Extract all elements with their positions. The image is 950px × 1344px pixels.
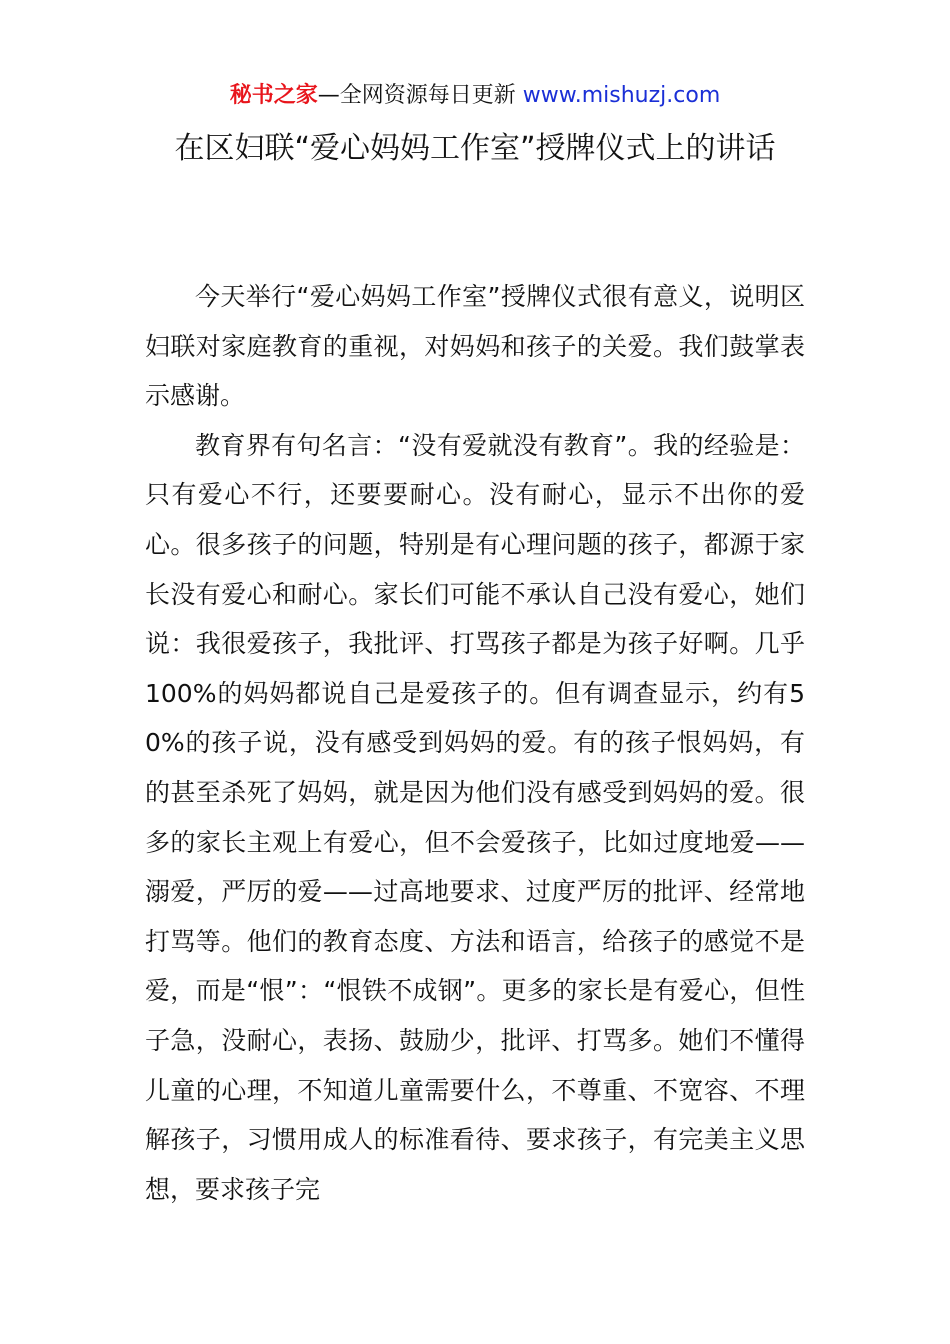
- paragraph-2: 教育界有句名言：“没有爱就没有教育”。我的经验是：只有爱心不行，还要要耐心。没有耐心，显示不出你的爱心。很多孩子的问题，特别是有心理问题的孩子，都源于家长没有爱心和耐心。家长们可能不承认自己没有爱心，她们说：我很爱孩子，我批评、打骂孩子都是为孩子好啊。几乎100%的妈妈都说自己是爱孩子的。但有调查显示，约有50%的孩子说，没有感受到妈妈的爱。有的孩子恨妈妈，有的甚至杀死了妈妈，就是因为他们没有感受到妈妈的爱。很多的家长主观上有爱心，但不会爱孩子，比如过度地爱——溺爱，严厉的爱——过高地要求、过度严厉的批评、经常地打骂等。他们的教育态度、方法和语言，给孩子的感觉不是爱，而是“恨”：“恨铁不成钢”。更多的家长是有爱心，但性子急，没耐心，表扬、鼓励少，批评、打骂多。她们不懂得儿童的心理，不知道儿童需要什么，不尊重、不宽容、不理解孩子，习惯用成人的标准看待、要求孩子，有完美主义思想，要求孩子完: [145, 430, 805, 1204]
- paragraph-1: 今天举行“爱心妈妈工作室”授牌仪式很有意义，说明区妇联对家庭教育的重视，对妈妈和孩子的关爱。我们鼓掌表示感谢。: [145, 282, 805, 411]
- site-header: [0, 80, 950, 112]
- site-tagline: —全网资源每日更新: [317, 83, 523, 108]
- site-brand: 秘书之家: [229, 83, 318, 108]
- document-title: 在区妇联“爱心妈妈工作室”授牌仪式上的讲话: [174, 131, 776, 166]
- site-url-link[interactable]: www.mishuzj.com: [522, 83, 721, 108]
- document-body: [145, 272, 805, 1214]
